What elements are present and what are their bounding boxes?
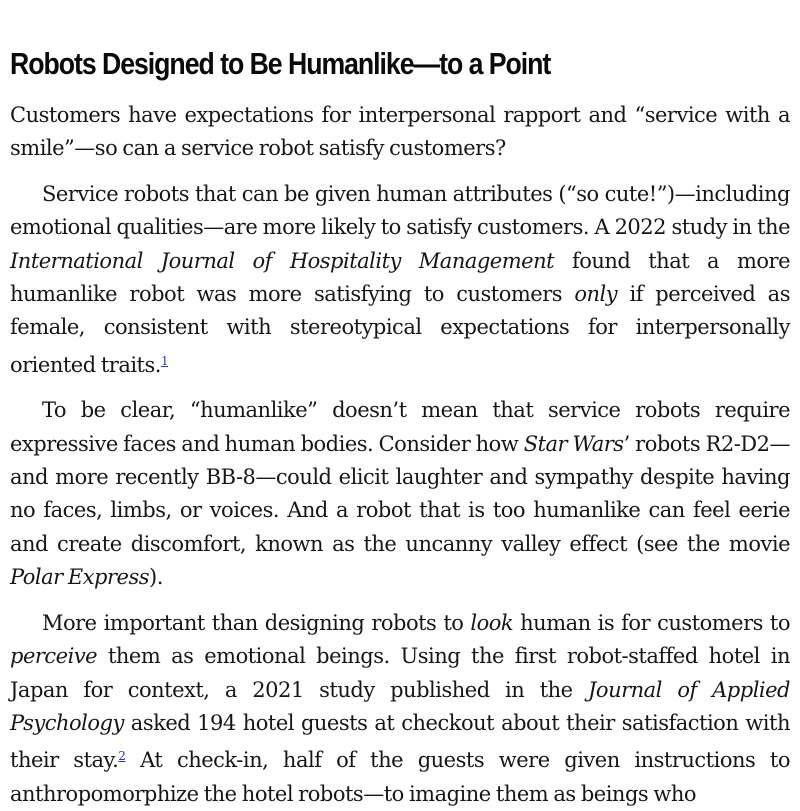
p4-journal-title: Journal of Applied Psychology (10, 677, 790, 735)
footnote-link-2[interactable]: 2 (118, 749, 126, 764)
paragraph-4 (10, 607, 790, 811)
p4-emphasis-perceive: perceive (10, 644, 98, 669)
p2-text-a: Service robots that can be given human attributes (“so cute!”)—including emotional qualities—are more likely to satisfy customers. A 2022 study in the (10, 181, 790, 240)
p4-text-h: At check-in, half of the guests were given instructions to anthropomorphize the hotel robots—to imagine them as beings who (10, 748, 790, 806)
p4-text-a: More important than designing robots to (42, 610, 471, 635)
p4-text-c: human is for customers to (513, 610, 790, 635)
p2-journal-title: International Journal of Hospitality Management (10, 248, 555, 273)
p3-text-a: To be clear, “humanlike” doesn’t mean that service robots require expressive faces and human bodies. Consider how (10, 398, 790, 456)
paragraph-1: Customers have expectations for interpersonal rapport and “service with a smile”—so can a service robot satisfy customers? (10, 103, 790, 161)
p3-star-wars: Star Wars (523, 431, 624, 456)
p2-text-e: if perceived as female, consistent with stereotypical expectations for interpersonally oriented traits. (10, 282, 790, 377)
p2-emphasis-only: only (574, 282, 618, 307)
section-heading: Robots Designed to Be Humanlike—to a Point (10, 46, 551, 81)
article-body (10, 99, 790, 811)
footnote-link-1[interactable]: 1 (160, 353, 169, 368)
p3-text-c: ’ robots R2-D2—and more recently BB-8—could elicit laughter and sympathy despite having no faces, limbs, or voices. And a robot that is too humanlike can feel eerie and create discomfort, known as the uncanny valley effect (see the movie (10, 431, 790, 556)
p4-emphasis-look: look (470, 610, 514, 635)
paragraph-2 (10, 178, 790, 382)
p4-text-e: them as emotional beings. Using the first robot-staffed hotel in Japan for context, a 2021 study published in the (10, 644, 790, 702)
p3-text-e: ). (149, 565, 163, 590)
p2-text-c: found that a more humanlike robot was more satisfying to customers (10, 248, 790, 307)
article-page (10, 0, 790, 811)
p3-polar-express: Polar Express (10, 565, 150, 590)
p4-text-g: asked 194 hotel guests at checkout about their satisfaction with their stay. (10, 710, 790, 773)
paragraph-3 (10, 394, 790, 594)
